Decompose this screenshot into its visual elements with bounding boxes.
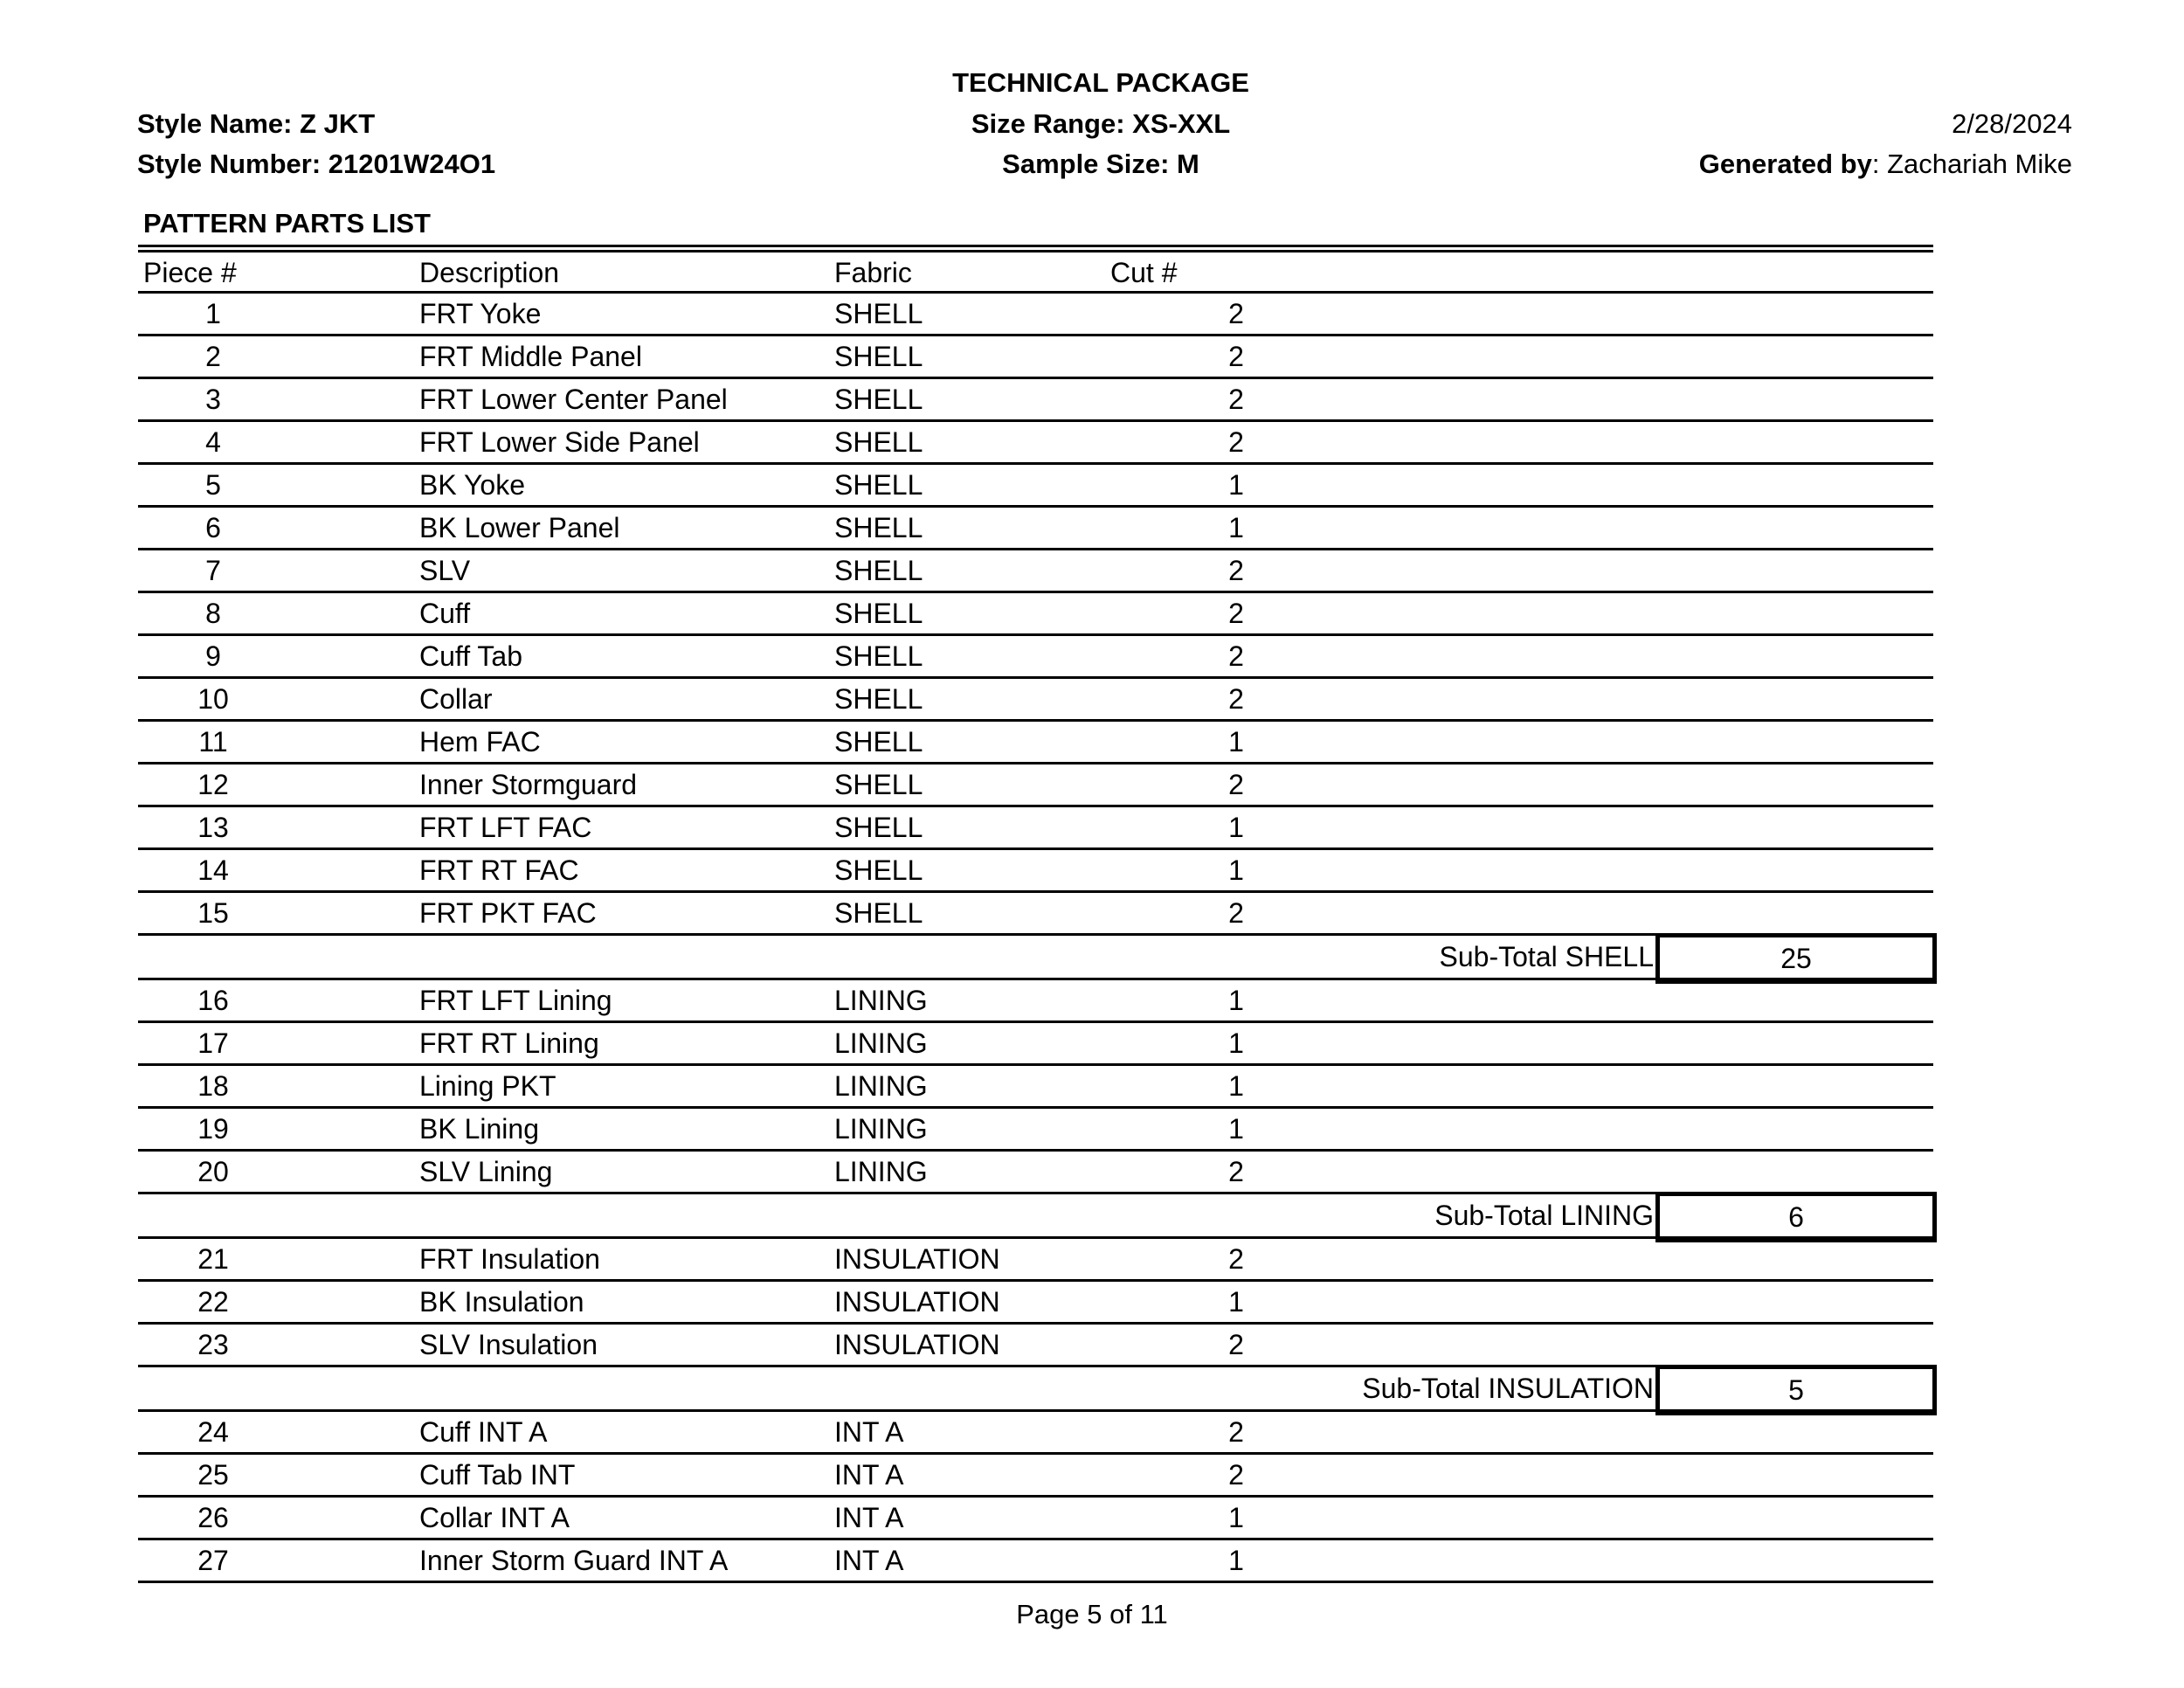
description-cell: Cuff Tab bbox=[419, 640, 523, 672]
table-row bbox=[138, 1109, 1933, 1152]
fabric-cell: INT A bbox=[834, 1416, 904, 1448]
fabric-cell: SHELL bbox=[834, 426, 923, 458]
description-cell: SLV Lining bbox=[419, 1156, 553, 1187]
table-row bbox=[138, 850, 1933, 893]
cut-count-cell: 2 bbox=[1228, 384, 1244, 415]
fabric-cell: SHELL bbox=[834, 469, 923, 501]
piece-number-cell: 17 bbox=[197, 1027, 229, 1059]
fabric-cell: SHELL bbox=[834, 512, 923, 543]
subtotal-row bbox=[138, 936, 1933, 980]
piece-number-cell: 13 bbox=[197, 812, 229, 843]
fabric-cell: SHELL bbox=[834, 812, 923, 843]
description-cell: FRT Yoke bbox=[419, 298, 542, 329]
fabric-cell: INT A bbox=[834, 1545, 904, 1576]
table-row bbox=[138, 336, 1933, 379]
generated-by-label: Generated by bbox=[1698, 149, 1872, 179]
piece-number-cell: 22 bbox=[197, 1286, 229, 1318]
description-cell: BK Yoke bbox=[419, 469, 525, 501]
description-cell: FRT Middle Panel bbox=[419, 341, 642, 372]
description-cell: Inner Storm Guard INT A bbox=[419, 1545, 729, 1576]
table-row bbox=[138, 1023, 1933, 1066]
table-row bbox=[138, 1152, 1933, 1194]
cut-count-cell: 2 bbox=[1228, 598, 1244, 629]
description-cell: BK Lining bbox=[419, 1113, 539, 1145]
fabric-cell: SHELL bbox=[834, 384, 923, 415]
cut-count-cell: 1 bbox=[1228, 812, 1244, 843]
fabric-cell: SHELL bbox=[834, 298, 923, 329]
description-cell: FRT LFT FAC bbox=[419, 812, 592, 843]
column-header-description: Description bbox=[419, 257, 560, 288]
cut-count-cell: 1 bbox=[1228, 1113, 1244, 1145]
table-row bbox=[138, 1498, 1933, 1540]
generated-by bbox=[1699, 147, 2072, 182]
description-cell: BK Insulation bbox=[419, 1286, 584, 1318]
cut-count-cell: 2 bbox=[1228, 1243, 1244, 1275]
description-cell: Collar INT A bbox=[419, 1502, 570, 1533]
generated-by-value: : Zachariah Mike bbox=[1871, 149, 2072, 179]
fabric-cell: SHELL bbox=[834, 640, 923, 672]
table-body bbox=[138, 294, 1933, 1583]
piece-number-cell: 26 bbox=[197, 1502, 229, 1533]
description-cell: FRT Insulation bbox=[419, 1243, 600, 1275]
table-row bbox=[138, 1325, 1933, 1367]
table-row bbox=[138, 1540, 1933, 1583]
cut-count-cell: 2 bbox=[1228, 683, 1244, 715]
description-cell: Cuff Tab INT bbox=[419, 1459, 576, 1491]
cut-count-cell: 2 bbox=[1228, 897, 1244, 929]
subtotal-value: 6 bbox=[1655, 1192, 1937, 1242]
cut-count-cell: 1 bbox=[1228, 985, 1244, 1016]
table-row bbox=[138, 1066, 1933, 1109]
fabric-cell: LINING bbox=[834, 985, 928, 1016]
description-cell: SLV bbox=[419, 555, 471, 586]
table-row bbox=[138, 1239, 1933, 1282]
pattern-parts-table bbox=[138, 245, 1933, 1583]
fabric-cell: INT A bbox=[834, 1502, 904, 1533]
sample-size: Sample Size: M bbox=[1002, 149, 1199, 179]
section-title: PATTERN PARTS LIST bbox=[143, 208, 431, 239]
cut-count-cell: 1 bbox=[1228, 1286, 1244, 1318]
table-row bbox=[138, 1455, 1933, 1498]
fabric-cell: SHELL bbox=[834, 854, 923, 886]
description-cell: Collar bbox=[419, 683, 493, 715]
piece-number-cell: 25 bbox=[197, 1459, 229, 1491]
fabric-cell: INSULATION bbox=[834, 1329, 1000, 1360]
subtotal-value: 5 bbox=[1655, 1365, 1937, 1415]
cut-count-cell: 2 bbox=[1228, 298, 1244, 329]
column-header-cut: Cut # bbox=[1110, 257, 1178, 288]
fabric-cell: SHELL bbox=[834, 726, 923, 758]
piece-number-cell: 12 bbox=[197, 769, 229, 800]
fabric-cell: SHELL bbox=[834, 683, 923, 715]
fabric-cell: LINING bbox=[834, 1027, 928, 1059]
fabric-cell: LINING bbox=[834, 1070, 928, 1102]
subtotal-value: 25 bbox=[1655, 933, 1937, 984]
subtotal-label: Sub-Total INSULATION bbox=[1362, 1373, 1654, 1404]
cut-count-cell: 1 bbox=[1228, 1027, 1244, 1059]
piece-number-cell: 16 bbox=[197, 985, 229, 1016]
piece-number-cell: 21 bbox=[197, 1243, 229, 1275]
cut-count-cell: 2 bbox=[1228, 769, 1244, 800]
fabric-cell: SHELL bbox=[834, 598, 923, 629]
table-row bbox=[138, 422, 1933, 465]
table-row bbox=[138, 593, 1933, 636]
cut-count-cell: 1 bbox=[1228, 1070, 1244, 1102]
cut-count-cell: 1 bbox=[1228, 469, 1244, 501]
table-row bbox=[138, 379, 1933, 422]
piece-number-cell: 9 bbox=[205, 640, 221, 672]
cut-count-cell: 1 bbox=[1228, 1502, 1244, 1533]
description-cell: Lining PKT bbox=[419, 1070, 556, 1102]
table-row bbox=[138, 893, 1933, 936]
cut-count-cell: 1 bbox=[1228, 512, 1244, 543]
table-row bbox=[138, 807, 1933, 850]
piece-number-cell: 11 bbox=[198, 726, 228, 758]
piece-number-cell: 18 bbox=[197, 1070, 229, 1102]
piece-number-cell: 15 bbox=[197, 897, 229, 929]
description-cell: FRT RT FAC bbox=[419, 854, 579, 886]
table-row bbox=[138, 980, 1933, 1023]
fabric-cell: LINING bbox=[834, 1156, 928, 1187]
table-row bbox=[138, 1412, 1933, 1455]
table-header-row bbox=[138, 253, 1933, 294]
piece-number-cell: 2 bbox=[205, 341, 221, 372]
cut-count-cell: 2 bbox=[1228, 341, 1244, 372]
fabric-cell: INSULATION bbox=[834, 1243, 1000, 1275]
subtotal-label: Sub-Total SHELL bbox=[1439, 941, 1654, 972]
fabric-cell: INSULATION bbox=[834, 1286, 1000, 1318]
description-cell: SLV Insulation bbox=[419, 1329, 598, 1360]
piece-number-cell: 14 bbox=[197, 854, 229, 886]
cut-count-cell: 2 bbox=[1228, 1156, 1244, 1187]
subtotal-row bbox=[138, 1367, 1933, 1412]
column-header-fabric: Fabric bbox=[834, 257, 912, 288]
table-row bbox=[138, 294, 1933, 336]
piece-number-cell: 24 bbox=[197, 1416, 229, 1448]
style-number: Style Number: 21201W24O1 bbox=[137, 149, 496, 179]
piece-number-cell: 27 bbox=[197, 1545, 229, 1576]
fabric-cell: LINING bbox=[834, 1113, 928, 1145]
cut-count-cell: 1 bbox=[1228, 726, 1244, 758]
table-row bbox=[138, 764, 1933, 807]
description-cell: Hem FAC bbox=[419, 726, 541, 758]
piece-number-cell: 8 bbox=[205, 598, 221, 629]
cut-count-cell: 1 bbox=[1228, 1545, 1244, 1576]
subtotal-label: Sub-Total LINING bbox=[1434, 1200, 1654, 1231]
piece-number-cell: 5 bbox=[205, 469, 221, 501]
fabric-cell: INT A bbox=[834, 1459, 904, 1491]
cut-count-cell: 2 bbox=[1228, 640, 1244, 672]
cut-count-cell: 2 bbox=[1228, 1416, 1244, 1448]
table-row bbox=[138, 550, 1933, 593]
piece-number-cell: 7 bbox=[205, 555, 221, 586]
piece-number-cell: 10 bbox=[197, 683, 229, 715]
cut-count-cell: 2 bbox=[1228, 1329, 1244, 1360]
piece-number-cell: 20 bbox=[197, 1156, 229, 1187]
column-header-piece: Piece # bbox=[143, 257, 237, 288]
document-title: TECHNICAL PACKAGE bbox=[952, 67, 1249, 98]
description-cell: FRT PKT FAC bbox=[419, 897, 597, 929]
cut-count-cell: 2 bbox=[1228, 1459, 1244, 1491]
table-row bbox=[138, 679, 1933, 722]
table-row bbox=[138, 465, 1933, 508]
description-cell: FRT RT Lining bbox=[419, 1027, 599, 1059]
document-date: 2/28/2024 bbox=[1952, 108, 2072, 139]
table-row bbox=[138, 722, 1933, 764]
size-range: Size Range: XS-XXL bbox=[971, 108, 1231, 139]
cut-count-cell: 1 bbox=[1228, 854, 1244, 886]
piece-number-cell: 23 bbox=[197, 1329, 229, 1360]
fabric-cell: SHELL bbox=[834, 341, 923, 372]
description-cell: FRT Lower Side Panel bbox=[419, 426, 700, 458]
description-cell: BK Lower Panel bbox=[419, 512, 620, 543]
piece-number-cell: 3 bbox=[205, 384, 221, 415]
piece-number-cell: 4 bbox=[205, 426, 221, 458]
page-number: Page 5 of 11 bbox=[1016, 1599, 1168, 1629]
piece-number-cell: 1 bbox=[205, 298, 221, 329]
table-top-rule bbox=[138, 245, 1933, 253]
cut-count-cell: 2 bbox=[1228, 426, 1244, 458]
description-cell: FRT Lower Center Panel bbox=[419, 384, 728, 415]
subtotal-row bbox=[138, 1194, 1933, 1239]
fabric-cell: SHELL bbox=[834, 897, 923, 929]
table-row bbox=[138, 508, 1933, 550]
description-cell: FRT LFT Lining bbox=[419, 985, 612, 1016]
cut-count-cell: 2 bbox=[1228, 555, 1244, 586]
description-cell: Cuff bbox=[419, 598, 471, 629]
style-name: Style Name: Z JKT bbox=[137, 108, 376, 139]
description-cell: Inner Stormguard bbox=[419, 769, 638, 800]
table-row bbox=[138, 1282, 1933, 1325]
piece-number-cell: 19 bbox=[197, 1113, 229, 1145]
piece-number-cell: 6 bbox=[205, 512, 221, 543]
description-cell: Cuff INT A bbox=[419, 1416, 548, 1448]
fabric-cell: SHELL bbox=[834, 769, 923, 800]
table-row bbox=[138, 636, 1933, 679]
fabric-cell: SHELL bbox=[834, 555, 923, 586]
